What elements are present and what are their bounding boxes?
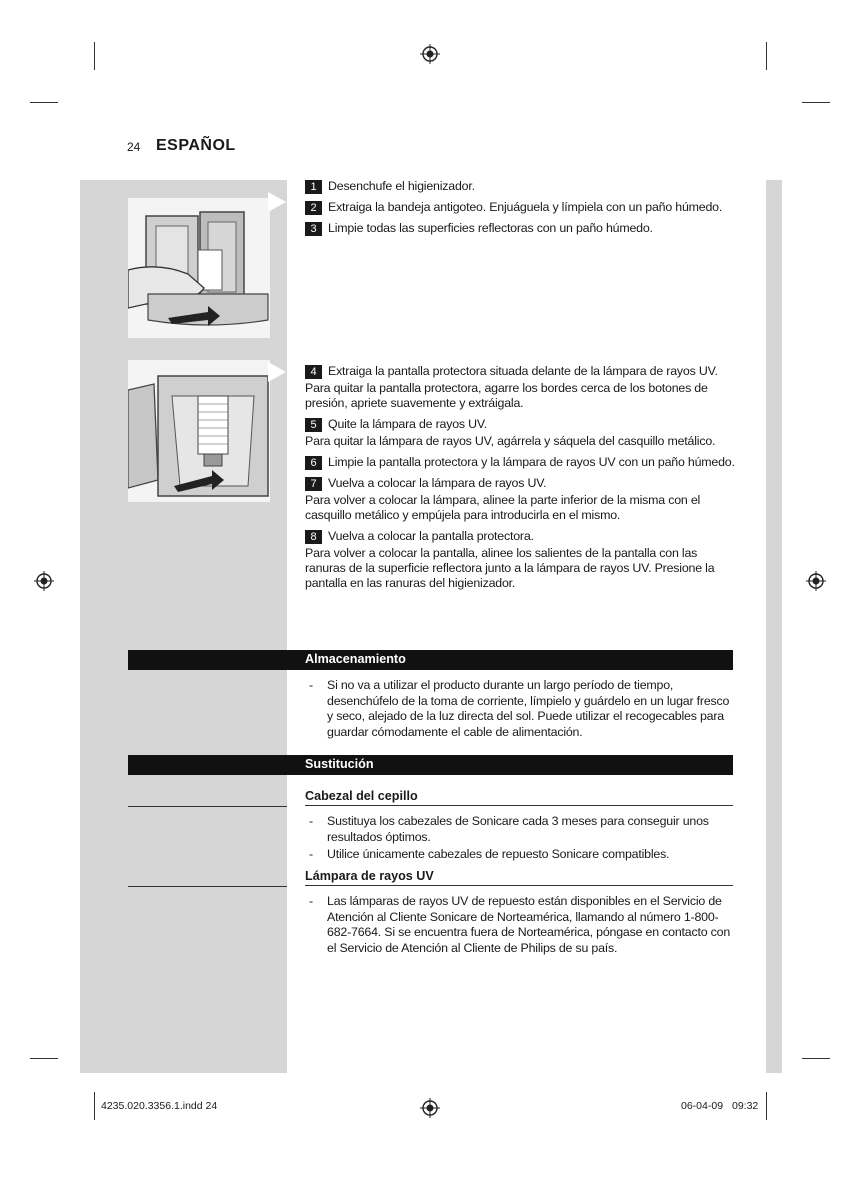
list-item: [305, 894, 733, 956]
step-7: [305, 476, 735, 491]
registration-mark-icon: [806, 571, 826, 591]
step-4: [305, 364, 735, 379]
subheading-brush-head: Cabezal del cepillo: [305, 789, 733, 806]
drip-tray-illustration-icon: [128, 198, 270, 338]
step-number-badge: 8: [305, 530, 322, 544]
registration-mark-icon: [34, 571, 54, 591]
crop-mark: [802, 1058, 830, 1059]
page-number: 24: [127, 140, 141, 154]
right-margin-panel: [766, 180, 782, 1073]
divider: [128, 886, 287, 887]
step-detail: Para quitar la pantalla protectora, agarre los bordes cerca de los botones de presión, apriete suavemente y extráigala.: [305, 381, 708, 410]
list-item: [305, 678, 733, 740]
section-heading-bar: [128, 650, 733, 670]
page-title: ESPAÑOL: [156, 137, 236, 154]
list-item: [305, 814, 733, 845]
steps-group-2: [305, 364, 735, 597]
brush-head-list: [305, 814, 733, 865]
step-number-badge: 4: [305, 365, 322, 379]
step-detail: Para quitar la lámpara de rayos UV, agárrela y sáquela del casquillo metálico.: [305, 434, 716, 448]
list-item-text: Sustituya los cabezales de Sonicare cada 3 meses para conseguir unos resultados óptimos.: [327, 814, 709, 844]
step-text: Extraiga la bandeja antigoteo. Enjuáguela y límpiela con un paño húmedo.: [328, 200, 723, 214]
section-heading-storage: Almacenamiento: [305, 652, 406, 666]
crop-mark: [30, 102, 58, 103]
illustration-uv-lamp: [128, 360, 270, 502]
crop-mark: [30, 1058, 58, 1059]
step-6: [305, 455, 735, 470]
storage-list: [305, 678, 733, 742]
subheading-uv-lamp: Lámpara de rayos UV: [305, 869, 733, 886]
step-number-badge: 6: [305, 456, 322, 470]
step-number-badge: 2: [305, 201, 322, 215]
registration-mark-icon: [420, 44, 440, 64]
step-1: [305, 179, 735, 194]
step-text: Limpie todas las superficies reflectoras con un paño húmedo.: [328, 221, 653, 235]
bullet-dash: -: [309, 847, 313, 861]
step-detail: Para volver a colocar la lámpara, alinee la parte inferior de la misma con el casquillo metálico y empújela para introducirla en el mismo.: [305, 493, 701, 522]
uv-lamp-illustration-icon: [128, 360, 270, 502]
bullet-dash: -: [309, 894, 313, 908]
step-number-badge: 5: [305, 418, 322, 432]
step-3: [305, 221, 735, 236]
bullet-dash: -: [309, 678, 313, 692]
registration-mark-icon: [420, 1098, 440, 1118]
crop-mark: [766, 1092, 767, 1120]
list-item-text: Las lámparas de rayos UV de repuesto están disponibles en el Servicio de Atención al Cliente Sonicare de Norteamérica, llamando al número 1-800-682-7664. Si se encuentra fuera de Norteamérica, póngase en contacto con el Servicio de Atención al Cliente de Philips de su país.: [327, 894, 731, 955]
callout-pointer: [268, 362, 286, 382]
step-text: Extraiga la pantalla protectora situada delante de la lámpara de rayos UV.: [328, 364, 718, 378]
list-item-text: Utilice únicamente cabezales de repuesto Sonicare compatibles.: [327, 847, 670, 861]
step-number-badge: 7: [305, 477, 322, 491]
crop-mark: [94, 42, 95, 70]
crop-mark: [802, 102, 830, 103]
step-number-badge: 3: [305, 222, 322, 236]
uv-lamp-list: [305, 894, 733, 958]
step-text: Vuelva a colocar la lámpara de rayos UV.: [328, 476, 547, 490]
illustration-drip-tray: [128, 198, 270, 338]
steps-group-1: [305, 179, 735, 242]
list-item-text: Si no va a utilizar el producto durante un largo período de tiempo, desenchúfelo de la toma de corriente, límpielo y guárdelo en un lugar fresco y seco, alejado de la luz directa del sol. Puede utilizar el recogecables para guardar cómodamente el cable de alimentación.: [327, 678, 730, 739]
step-number-badge: 1: [305, 180, 322, 194]
step-text: Vuelva a colocar la pantalla protectora.: [328, 529, 534, 543]
step-text: Quite la lámpara de rayos UV.: [328, 417, 488, 431]
section-heading-replacement: Sustitución: [305, 757, 374, 771]
crop-mark: [766, 42, 767, 70]
step-detail: Para volver a colocar la pantalla, alinee los salientes de la pantalla con las ranuras de la superficie reflectora junto a la lámpara de rayos UV. Presione la pantalla en las ranuras del higienizador.: [305, 546, 715, 590]
callout-pointer: [268, 192, 286, 212]
step-5: [305, 417, 735, 432]
crop-mark: [94, 1092, 95, 1120]
footer-time: 09:32: [732, 1100, 759, 1112]
step-text: Desenchufe el higienizador.: [328, 179, 475, 193]
section-heading-bar: [128, 755, 733, 775]
footer-file: 4235.020.3356.1.indd 24: [101, 1100, 218, 1112]
step-2: [305, 200, 735, 215]
footer-date: 06-04-09: [681, 1100, 724, 1112]
step-text: Limpie la pantalla protectora y la lámpara de rayos UV con un paño húmedo.: [328, 455, 735, 469]
bullet-dash: -: [309, 814, 313, 828]
list-item: [305, 847, 733, 863]
divider: [128, 806, 287, 807]
step-8: [305, 529, 735, 544]
